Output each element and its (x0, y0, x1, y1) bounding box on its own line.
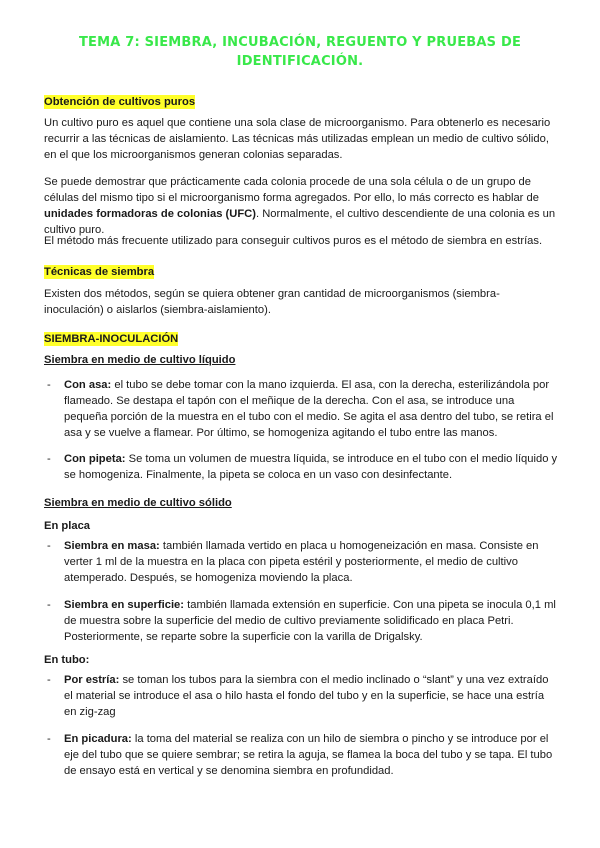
con-pipeta-text: Se toma un volumen de muestra líquida, se introduce en el tubo con el medio líquido y se homogeniza. Finalmente, la pipeta se coloca en un vaso con desinfectante. (64, 453, 558, 481)
heading-cultivos-puros (44, 94, 559, 110)
con-pipeta-label: Con pipeta: (64, 453, 126, 465)
bullet-dash: - (47, 453, 51, 465)
heading-tecnicas-siembra (44, 264, 559, 280)
con-asa-text: el tubo se debe tomar con la mano izquierda. El asa, con la derecha, esterilizándola por flameado. Se destapa el tapón con el meñique de la derecha. Con el asa, se introduce una pequeña porción de la muestra en el tubo con el medio. Se agita el asa dentro del tubo, se retira el asa y se vuelve a flamear. Por último, se homogeniza agitando el tubo entre las manos. (64, 379, 554, 439)
bullet-dash: - (47, 379, 51, 391)
heading-siembra-inoculacion (44, 331, 559, 347)
paragraph-cultivo-puro: Un cultivo puro es aquel que contiene una sola clase de microorganismo. Para obtenerlo es necesario recurrir a las técnicas de aislamiento. Las técnicas más utilizadas emplean un medio de cultivo sólido, en el que los microorganismos generan colonias separadas. (44, 117, 551, 161)
siembra-masa-label: Siembra en masa: (64, 540, 160, 552)
list-item-siembra-masa-text (64, 538, 559, 586)
subheading-medio-solido-text: Siembra en medio de cultivo sólido (44, 497, 232, 509)
heading-tecnicas-siembra-text: Técnicas de siembra (44, 266, 155, 278)
list-item-siembra-superficie-text (64, 597, 559, 645)
con-asa-label: Con asa: (64, 379, 112, 391)
bullet-dash: - (47, 599, 51, 611)
heading-siembra-inoculacion-text: SIEMBRA-INOCULACIÓN (44, 333, 179, 345)
paragraph-ufc (44, 174, 559, 238)
subheading-medio-solido (44, 495, 559, 511)
en-picadura-text: la toma del material se realiza con un hilo de siembra o pincho y se introduce por el eje del tubo que se quiere sembrar; se retira la aguja, se flamea la boca del tubo y se tapa. El tubo de ensayo está en vertical y se denomina siembra en profundidad. (64, 733, 553, 777)
list-item-en-picadura-text (64, 731, 559, 779)
subheading-en-placa (44, 518, 559, 534)
bullet-dash: - (47, 733, 51, 745)
subheading-en-placa-text: En placa (44, 520, 91, 532)
list-item-por-estria-text (64, 672, 559, 720)
siembra-superficie-text: también llamada extensión en superficie. Con una pipeta se inocula 0,1 ml de muestra sobre la superficie del medio de cultivo previamente solidificado en placa Petri. Posteriormente, se reparte sobre la superficie con la varilla de Drigalsky. (64, 599, 556, 643)
subheading-medio-liquido-text: Siembra en medio de cultivo líquido (44, 354, 236, 366)
list-item-con-asa-text (64, 377, 559, 441)
subheading-medio-liquido (44, 352, 559, 368)
en-picadura-label: En picadura: (64, 733, 132, 745)
paragraph-metodos: Existen dos métodos, según se quiera obtener gran cantidad de microorganismos (siembra-inoculación) o aislarlos (siembra-aislamiento). (44, 288, 500, 316)
paragraph-ufc-part1: Se puede demostrar que prácticamente cada colonia procede de una sola célula o de un grupo de células del mismo tipo si el microorganismo forma agregados. Por ello, lo más correcto es hablar de (44, 176, 539, 204)
bullet-dash: - (47, 540, 51, 552)
subheading-en-tubo-text: En tubo: (44, 654, 90, 666)
heading-cultivos-puros-text: Obtención de cultivos puros (44, 96, 196, 108)
siembra-masa-text: también llamada vertido en placa u homogeneización en masa. Consiste en verter 1 ml de la muestra en la placa con pipeta estéril y posteriormente, el medio de cultivo atemperado. Después, se homogeniza moviendo la placa. (64, 540, 539, 584)
ufc-term: unidades formadoras de colonias (UFC) (44, 208, 256, 220)
paragraph-ufc-part2: . Normalmente, el cultivo descendiente de una colonia es un cultivo puro. (44, 208, 556, 236)
siembra-superficie-label: Siembra en superficie: (64, 599, 184, 611)
bullet-dash: - (47, 674, 51, 686)
por-estria-label: Por estría: (64, 674, 120, 686)
por-estria-text: se toman los tubos para la siembra con el medio inclinado o “slant” y una vez extraído el material se introduce el asa o hilo hasta el fondo del tubo y en la superficie, se hace una estría en zig-zag (64, 674, 549, 718)
paragraph-metodo-estrias: El método más frecuente utilizado para conseguir cultivos puros es el método de siembra en estrías. (44, 235, 543, 247)
page-title: TEMA 7: SIEMBRA, INCUBACIÓN, REGUENTO Y PRUEBAS DE IDENTIFICACIÓN. (78, 35, 522, 69)
list-item-con-pipeta-text (64, 451, 559, 483)
subheading-en-tubo (44, 652, 559, 668)
